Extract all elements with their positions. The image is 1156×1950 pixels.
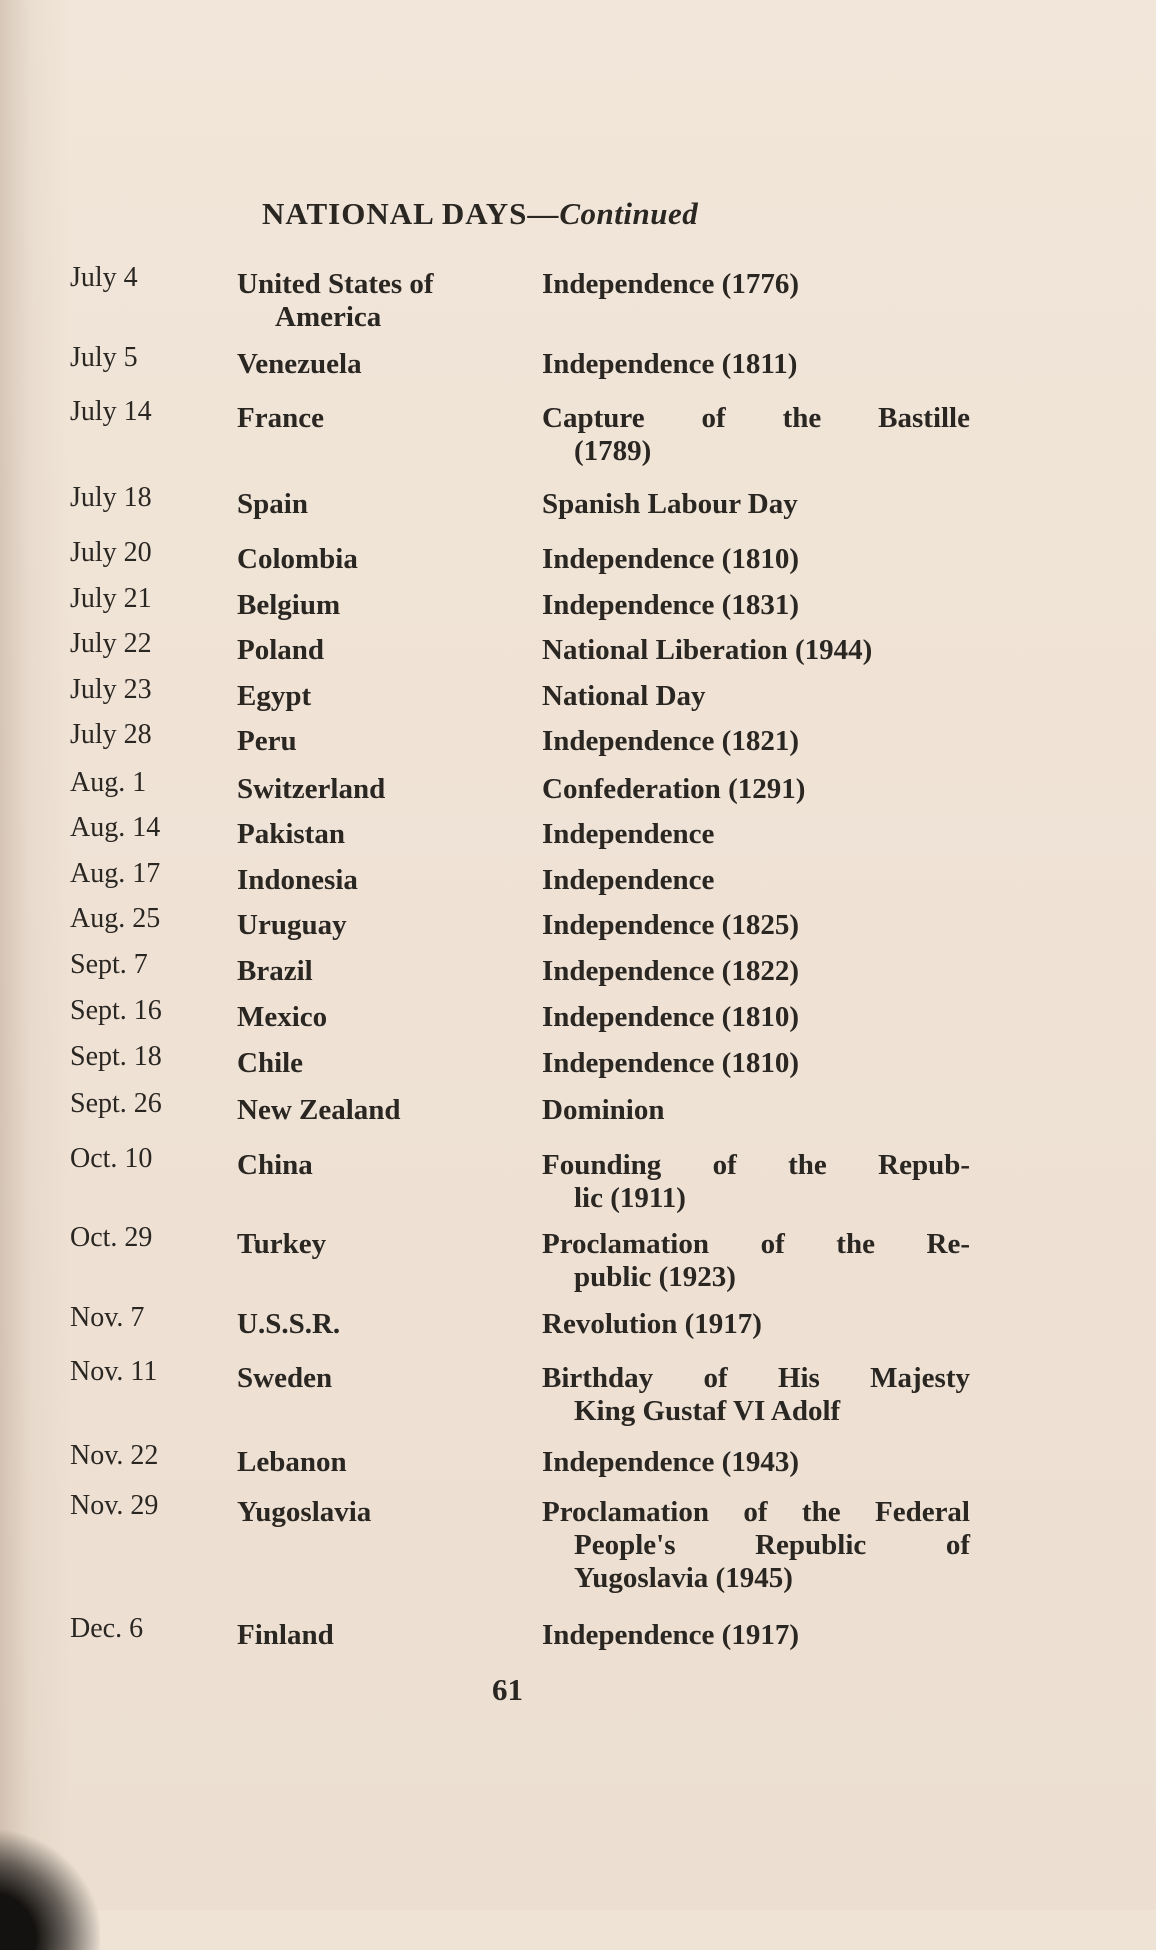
entry-date: Sept. 7: [70, 949, 148, 980]
entry-occasion: [542, 589, 970, 622]
occasion-line: Independence (1831): [542, 589, 799, 621]
entry-country: [237, 1047, 303, 1080]
entry-date: Oct. 29: [70, 1222, 153, 1253]
entry-occasion: [542, 348, 970, 381]
entry-date: Nov. 7: [70, 1302, 145, 1333]
entry-date: Oct. 10: [70, 1143, 153, 1174]
entry-country: [237, 543, 358, 576]
occasion-line: Revolution (1917): [542, 1308, 762, 1340]
entry-occasion: [542, 864, 970, 897]
entry-occasion: [542, 402, 970, 468]
country-line: Belgium: [237, 589, 341, 621]
entry-occasion: [542, 1094, 970, 1127]
country-line: Switzerland: [237, 773, 386, 805]
title-main: NATIONAL DAYS—: [262, 196, 560, 231]
entry-occasion: [542, 1001, 970, 1034]
occasion-line: Capture of the Bastille: [542, 402, 970, 434]
occasion-line: Dominion: [542, 1094, 665, 1126]
entry-occasion: [542, 488, 970, 521]
occasion-line: Founding of the Repub-: [542, 1149, 970, 1181]
entry-occasion: [542, 725, 970, 758]
country-line: Finland: [237, 1619, 334, 1651]
country-line: Brazil: [237, 955, 313, 987]
country-line: Yugoslavia: [237, 1496, 372, 1528]
entry-date: July 5: [70, 342, 138, 373]
entry-country: [237, 1001, 327, 1034]
entry-date: July 28: [70, 719, 152, 750]
country-line: China: [237, 1149, 313, 1181]
occasion-line: Independence (1822): [542, 955, 799, 987]
entry-country: [237, 1619, 334, 1652]
entry-date: Sept. 26: [70, 1088, 162, 1119]
occasion-line: lic (1911): [574, 1182, 686, 1214]
entry-date: Dec. 6: [70, 1613, 144, 1644]
country-line: U.S.S.R.: [237, 1308, 341, 1340]
country-line: Indonesia: [237, 864, 358, 896]
country-line: Peru: [237, 725, 297, 757]
entry-occasion: [542, 1308, 970, 1341]
country-line: Turkey: [237, 1228, 327, 1260]
entry-occasion: [542, 268, 970, 301]
entry-occasion: [542, 909, 970, 942]
occasion-line: National Day: [542, 680, 706, 712]
occasion-line: Confederation (1291): [542, 773, 806, 805]
entry-country: [237, 818, 345, 851]
occasion-line: public (1923): [574, 1261, 736, 1293]
entry-occasion: [542, 1047, 970, 1080]
entry-occasion: [542, 680, 970, 713]
country-line: Poland: [237, 634, 325, 666]
occasion-line: Independence (1811): [542, 348, 798, 380]
entry-country: [237, 1228, 326, 1261]
occasion-line: Independence: [542, 818, 715, 850]
occasion-line: Independence (1943): [542, 1446, 799, 1478]
entry-country: [237, 1446, 347, 1479]
entry-date: Sept. 18: [70, 1041, 162, 1072]
occasion-line: Independence (1825): [542, 909, 799, 941]
entry-occasion: [542, 955, 970, 988]
entry-country: [237, 680, 311, 713]
country-line: Venezuela: [237, 348, 362, 380]
occasion-line: Independence (1810): [542, 1047, 799, 1079]
country-line: Pakistan: [237, 818, 345, 850]
entry-occasion: [542, 1446, 970, 1479]
occasion-line: Independence (1821): [542, 725, 799, 757]
entry-country: [237, 1094, 401, 1127]
entry-country: [237, 634, 324, 667]
entry-country: [237, 402, 324, 435]
country-line: New Zealand: [237, 1094, 401, 1126]
country-line: Colombia: [237, 543, 358, 575]
page-title: [262, 196, 698, 232]
occasion-line: National Liberation (1944): [542, 634, 873, 666]
country-line: Egypt: [237, 680, 312, 712]
entry-country: [237, 268, 434, 334]
occasion-line: Proclamation of the Federal: [542, 1496, 970, 1528]
entry-country: [237, 773, 385, 806]
entry-country: [237, 725, 297, 758]
country-line: America: [275, 301, 382, 333]
entry-country: [237, 589, 340, 622]
occasion-line: Yugoslavia (1945): [574, 1562, 793, 1594]
country-line: Mexico: [237, 1001, 328, 1033]
entry-country: [237, 1308, 340, 1341]
entry-occasion: [542, 1149, 970, 1215]
occasion-line: Independence (1776): [542, 268, 799, 300]
country-line: Uruguay: [237, 909, 347, 941]
country-line: France: [237, 402, 324, 434]
page-corner-shadow: [0, 1830, 100, 1950]
entry-date: Aug. 14: [70, 812, 161, 843]
entry-country: [237, 1362, 332, 1395]
page-number: 61: [492, 1672, 523, 1707]
occasion-line: Independence (1917): [542, 1619, 799, 1651]
country-line: United States of: [237, 268, 434, 300]
occasion-line: Birthday of His Majesty: [542, 1362, 970, 1394]
entry-country: [237, 1149, 313, 1182]
entry-occasion: [542, 634, 970, 667]
entry-occasion: [542, 1228, 970, 1294]
entry-occasion: [542, 1496, 970, 1595]
title-continued: Continued: [559, 196, 699, 231]
entry-date: July 4: [70, 262, 138, 293]
entry-date: Sept. 16: [70, 995, 162, 1026]
entry-country: [237, 488, 308, 521]
occasion-line: Independence: [542, 864, 715, 896]
country-line: Lebanon: [237, 1446, 347, 1478]
entry-occasion: [542, 773, 970, 806]
entry-country: [237, 864, 358, 897]
occasion-line: Spanish Labour Day: [542, 488, 798, 520]
occasion-line: Independence (1810): [542, 543, 799, 575]
entry-occasion: [542, 543, 970, 576]
entry-country: [237, 909, 347, 942]
entry-date: July 18: [70, 482, 152, 513]
entry-country: [237, 348, 362, 381]
entry-date: Nov. 11: [70, 1356, 158, 1387]
country-line: Spain: [237, 488, 308, 520]
entry-date: Aug. 1: [70, 767, 147, 798]
entry-date: July 20: [70, 537, 152, 568]
entry-date: Aug. 25: [70, 903, 161, 934]
entry-country: [237, 1496, 371, 1529]
occasion-line: (1789): [574, 435, 652, 467]
entry-date: Nov. 29: [70, 1490, 159, 1521]
occasion-line: King Gustaf VI Adolf: [574, 1395, 841, 1427]
entry-occasion: [542, 1619, 970, 1652]
occasion-line: People's Republic of: [574, 1529, 970, 1561]
occasion-line: Independence (1810): [542, 1001, 799, 1033]
entry-occasion: [542, 1362, 970, 1428]
entry-occasion: [542, 818, 970, 851]
occasion-line: Proclamation of the Re-: [542, 1228, 970, 1260]
country-line: Chile: [237, 1047, 304, 1079]
entry-date: July 14: [70, 396, 152, 427]
entry-date: July 23: [70, 674, 152, 705]
country-line: Sweden: [237, 1362, 333, 1394]
entry-date: July 21: [70, 583, 152, 614]
entry-date: Nov. 22: [70, 1440, 159, 1471]
entry-date: July 22: [70, 628, 152, 659]
entry-country: [237, 955, 313, 988]
entry-date: Aug. 17: [70, 858, 161, 889]
